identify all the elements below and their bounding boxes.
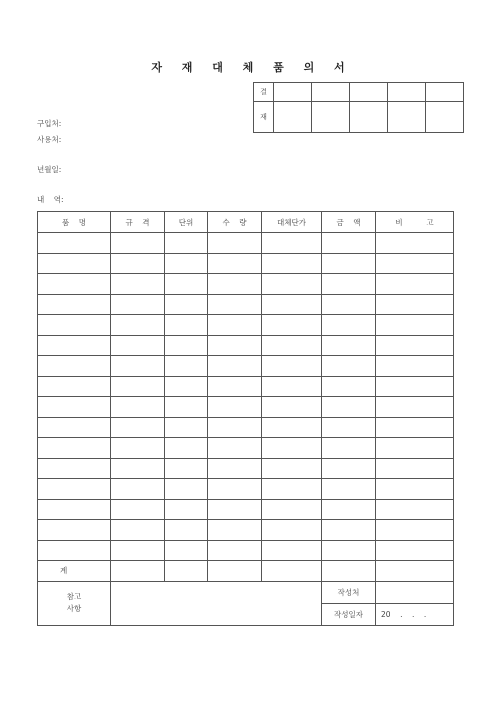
table-cell[interactable] (322, 458, 376, 479)
table-cell[interactable] (208, 253, 262, 274)
table-cell[interactable] (165, 294, 208, 315)
table-cell[interactable] (111, 540, 165, 561)
table-cell[interactable] (376, 233, 454, 254)
table-cell[interactable] (38, 479, 111, 500)
table-cell[interactable] (208, 479, 262, 500)
table-cell[interactable] (38, 499, 111, 520)
table-cell[interactable] (208, 376, 262, 397)
table-row (38, 315, 454, 336)
table-row (38, 376, 454, 397)
table-cell[interactable] (322, 540, 376, 561)
table-cell[interactable] (322, 499, 376, 520)
table-cell[interactable] (376, 356, 454, 377)
table-cell[interactable] (111, 499, 165, 520)
table-cell[interactable] (208, 233, 262, 254)
table-cell[interactable] (38, 540, 111, 561)
table-cell[interactable] (322, 274, 376, 295)
table-cell[interactable] (322, 356, 376, 377)
table-cell[interactable] (111, 335, 165, 356)
table-cell[interactable] (262, 397, 322, 418)
table-cell[interactable] (208, 274, 262, 295)
table-cell[interactable] (208, 335, 262, 356)
table-cell[interactable] (262, 376, 322, 397)
table-row (38, 397, 454, 418)
table-cell[interactable] (165, 479, 208, 500)
table-cell[interactable] (111, 253, 165, 274)
approval-label-bottom: 재 (254, 102, 274, 133)
approval-sign-cell[interactable] (312, 102, 350, 133)
header-amount: 금 액 (322, 212, 376, 233)
write-date-label: 작성일자 (322, 603, 376, 625)
approval-sign-cell[interactable] (350, 102, 388, 133)
table-cell[interactable] (376, 274, 454, 295)
table-cell[interactable] (38, 315, 111, 336)
table-cell[interactable] (376, 458, 454, 479)
table-cell[interactable] (322, 253, 376, 274)
table-cell[interactable] (111, 294, 165, 315)
table-cell[interactable] (165, 458, 208, 479)
table-cell[interactable] (376, 438, 454, 459)
table-row (38, 274, 454, 295)
table-cell[interactable] (165, 253, 208, 274)
table-cell[interactable] (38, 335, 111, 356)
table-cell[interactable] (38, 376, 111, 397)
table-cell[interactable] (376, 561, 454, 582)
table-cell[interactable] (322, 397, 376, 418)
approval-cell[interactable] (426, 83, 464, 102)
table-cell[interactable] (376, 520, 454, 541)
reference-label-line1: 참고 (66, 592, 82, 601)
table-cell[interactable] (322, 520, 376, 541)
table-cell[interactable] (262, 458, 322, 479)
table-cell[interactable] (165, 540, 208, 561)
table-cell[interactable] (376, 315, 454, 336)
table-cell[interactable] (322, 233, 376, 254)
table-cell[interactable] (322, 438, 376, 459)
table-cell[interactable] (208, 540, 262, 561)
table-cell[interactable] (165, 438, 208, 459)
reference-label-line2: 사항 (66, 604, 82, 613)
table-cell[interactable] (322, 376, 376, 397)
approval-box (253, 82, 464, 133)
table-cell[interactable] (208, 561, 262, 582)
approval-cell[interactable] (274, 83, 312, 102)
table-row (38, 520, 454, 541)
table-cell[interactable] (376, 417, 454, 438)
table-cell[interactable] (38, 294, 111, 315)
document-title: 자 재 대 체 품 의 서 (151, 61, 353, 74)
total-label: 계 (38, 561, 111, 582)
write-date-value[interactable]: 20 . . . (376, 603, 454, 625)
table-cell[interactable] (38, 520, 111, 541)
table-row (38, 499, 454, 520)
table-row (38, 438, 454, 459)
table-cell[interactable] (38, 233, 111, 254)
table-cell[interactable] (208, 417, 262, 438)
table-cell[interactable] (111, 520, 165, 541)
table-row (38, 458, 454, 479)
date-label: 년월일: (37, 165, 62, 174)
table-cell[interactable] (262, 417, 322, 438)
table-cell[interactable] (376, 499, 454, 520)
table-cell[interactable] (376, 335, 454, 356)
table-header-row (38, 212, 454, 233)
table-cell[interactable] (38, 458, 111, 479)
table-cell[interactable] (208, 356, 262, 377)
header-quantity: 수 량 (208, 212, 262, 233)
total-row (38, 561, 454, 582)
table-cell[interactable] (111, 397, 165, 418)
table-row (38, 335, 454, 356)
table-cell[interactable] (111, 376, 165, 397)
table-cell[interactable] (262, 315, 322, 336)
table-cell[interactable] (111, 356, 165, 377)
table-cell[interactable] (111, 479, 165, 500)
table-cell[interactable] (38, 397, 111, 418)
table-cell[interactable] (376, 376, 454, 397)
table-cell[interactable] (165, 417, 208, 438)
table-cell[interactable] (208, 397, 262, 418)
table-cell[interactable] (376, 479, 454, 500)
header-unit: 단위 (165, 212, 208, 233)
table-cell[interactable] (262, 438, 322, 459)
table-row (38, 253, 454, 274)
approval-sign-cell[interactable] (426, 102, 464, 133)
table-cell[interactable] (208, 438, 262, 459)
table-cell[interactable] (376, 253, 454, 274)
table-cell[interactable] (322, 479, 376, 500)
table-cell[interactable] (262, 356, 322, 377)
table-cell[interactable] (165, 315, 208, 336)
table-cell[interactable] (208, 520, 262, 541)
table-cell[interactable] (38, 356, 111, 377)
table-cell[interactable] (322, 315, 376, 336)
table-cell[interactable] (38, 417, 111, 438)
table-cell[interactable] (111, 233, 165, 254)
supplier-label: 구입처: (37, 119, 62, 128)
reference-content[interactable] (111, 581, 322, 625)
approval-cell[interactable] (312, 83, 350, 102)
table-cell[interactable] (262, 274, 322, 295)
reference-row (38, 581, 454, 603)
approval-cell[interactable] (350, 83, 388, 102)
table-cell[interactable] (111, 561, 165, 582)
approval-sign-cell[interactable] (274, 102, 312, 133)
table-cell[interactable] (262, 479, 322, 500)
table-row (38, 294, 454, 315)
table-cell[interactable] (165, 274, 208, 295)
table-row (38, 356, 454, 377)
author-label: 작성처 (322, 581, 376, 603)
reference-label (38, 581, 111, 625)
header-spec: 규 격 (111, 212, 165, 233)
table-cell[interactable] (165, 397, 208, 418)
user-label: 사용처: (37, 135, 62, 144)
table-cell[interactable] (208, 294, 262, 315)
table-cell[interactable] (208, 499, 262, 520)
table-cell[interactable] (165, 499, 208, 520)
header-item-name: 품 명 (38, 212, 111, 233)
table-cell[interactable] (262, 335, 322, 356)
table-cell[interactable] (262, 561, 322, 582)
table-cell[interactable] (262, 294, 322, 315)
table-cell[interactable] (165, 335, 208, 356)
table-cell[interactable] (262, 520, 322, 541)
materials-table (37, 211, 454, 626)
table-cell[interactable] (376, 294, 454, 315)
table-cell[interactable] (376, 540, 454, 561)
author-value[interactable] (376, 581, 454, 603)
header-remarks: 비 고 (376, 212, 454, 233)
table-row (38, 540, 454, 561)
approval-sign-cell[interactable] (388, 102, 426, 133)
table-cell[interactable] (38, 274, 111, 295)
table-cell[interactable] (165, 233, 208, 254)
table-cell[interactable] (165, 520, 208, 541)
table-row (38, 479, 454, 500)
table-cell[interactable] (322, 561, 376, 582)
table-cell[interactable] (165, 561, 208, 582)
details-label: 내 역: (37, 195, 64, 204)
table-cell[interactable] (262, 253, 322, 274)
table-cell[interactable] (208, 315, 262, 336)
header-substitute-price: 대체단가 (262, 212, 322, 233)
approval-cell[interactable] (388, 83, 426, 102)
table-cell[interactable] (262, 499, 322, 520)
table-cell[interactable] (111, 274, 165, 295)
table-cell[interactable] (322, 335, 376, 356)
table-cell[interactable] (111, 417, 165, 438)
approval-label-top: 결 (254, 83, 274, 102)
table-cell[interactable] (111, 458, 165, 479)
table-cell[interactable] (262, 540, 322, 561)
table-cell[interactable] (111, 438, 165, 459)
table-cell[interactable] (322, 417, 376, 438)
table-cell[interactable] (165, 356, 208, 377)
table-row (38, 417, 454, 438)
table-cell[interactable] (376, 397, 454, 418)
table-cell[interactable] (38, 438, 111, 459)
table-cell[interactable] (165, 376, 208, 397)
table-row (38, 233, 454, 254)
table-cell[interactable] (322, 294, 376, 315)
table-cell[interactable] (38, 253, 111, 274)
table-cell[interactable] (111, 315, 165, 336)
table-cell[interactable] (262, 233, 322, 254)
table-cell[interactable] (208, 458, 262, 479)
